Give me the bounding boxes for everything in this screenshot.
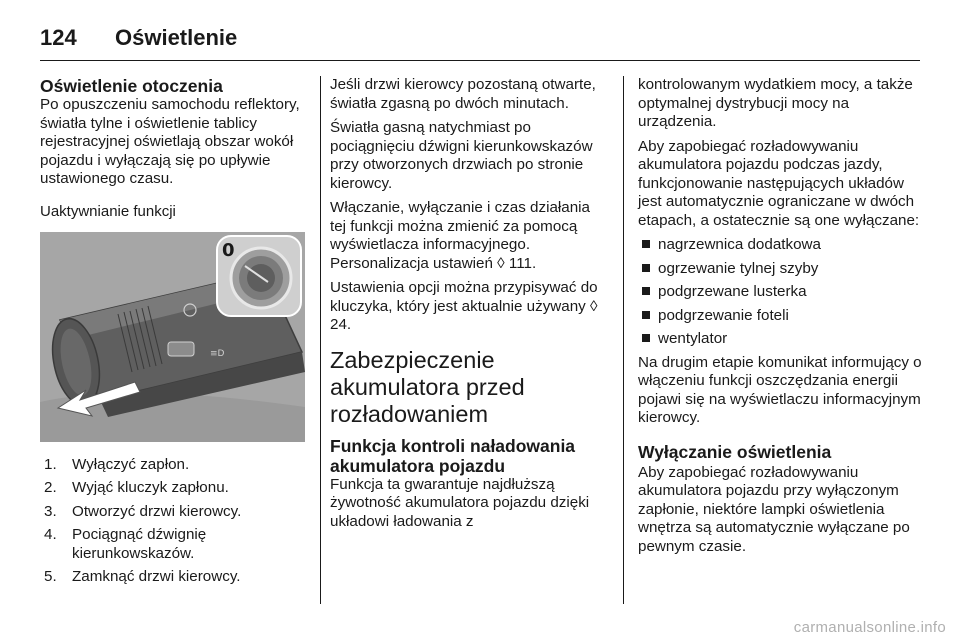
svg-text:≡D: ≡D [210,348,225,359]
ambient-lighting-intro: Po opuszczeniu samochodu reflektory, światła tylne i oświetlenie tablicy rejestracyjnej oświetlają obszar wokół pojazdu i wyłączają się po upływie ustawionego czasu. [40,96,300,187]
column-1 [40,76,305,592]
paragraph: Jeśli drzwi kierowcy pozostaną otwarte, światła zgasną po dwóch minutach. [330,76,596,112]
page-header [40,18,920,58]
column-divider-1 [320,76,321,604]
lever-illustration [40,232,305,442]
bullet-icon [642,311,650,319]
bullet-icon [642,264,650,272]
list-item: podgrzewanie foteli [638,307,923,326]
activation-steps [40,456,305,587]
list-item: podgrzewane lusterka [638,283,923,302]
ambient-lighting-heading: Oświetlenie otoczenia [40,76,223,96]
bullet-icon [642,240,650,248]
paragraph: Aby zapobiegać rozładowywaniu akumulatora pojazdu przy wyłączonym zapłonie, niektóre lampki oświetlenia wnętrza są automatycznie wyłączane po pewnym czasie. [638,463,910,555]
paragraph: Światła gasną natychmiast po pociągnięciu dźwigni kierunkowskazów przy otworzonych drzwiach po stronie kierowcy. [330,119,593,192]
page-number: 124 [40,25,77,50]
paragraph: kontrolowanym wydatkiem mocy, a także optymalnej dystrybucji mocy na urządzenia. [638,76,913,130]
paragraph: Włączanie, wyłączanie i czas działania tej funkcji można zmienić za pomocą wyświetlacza informacyjnego. Personalizacja ustawień ◊ 111. [330,199,590,272]
paragraph: Funkcja ta gwarantuje najdłuższą żywotność akumulatora pojazdu dzięki układowi ładowania z [330,475,590,530]
inset-symbol: 0 [222,239,235,261]
bullet-icon [642,287,650,295]
limited-systems-list [638,236,923,349]
list-item: nagrzewnica dodatkowa [638,236,923,255]
chapter-title: Oświetlenie [115,25,238,50]
list-item: wentylator [638,330,923,349]
list-item: ogrzewanie tylnej szyby [638,260,923,279]
list-item: 4. Pociągnąć dźwignię kierunkowskazów. [44,526,207,562]
paragraph: Aby zapobiegać rozładowywaniu akumulatora pojazdu podczas jazdy, funkcjonowanie następujących układów jest automatycznie ograniczane w dwóch etapach, a ostatecznie są one wyłączane: [638,137,920,229]
list-item: 3. Otworzyć drzwi kierowcy. [44,502,242,520]
paragraph: Ustawienia opcji można przypisywać do kluczyka, który jest aktualnie używany ◊ 24. [330,279,598,333]
list-item: 2. Wyjąć kluczyk zapłonu. [44,479,229,496]
watermark: carmanualsonline.info [793,619,946,636]
column-divider-2 [623,76,624,604]
turn-signal-lever-figure [40,232,305,442]
activation-label: Uaktywnianie funkcji [40,202,176,220]
lighting-off-heading: Wyłączanie oświetlenia [638,441,832,462]
battery-protection-heading: Zabezpieczenie akumulatora przed rozładowaniem [330,346,525,427]
list-item: 5. Zamknąć drzwi kierowcy. [44,568,241,585]
column-3 [638,76,923,562]
paragraph: Na drugim etapie komunikat informujący o włączeniu funkcji oszczędzania energii pojawi się na wyświetlaczu informacyjnym kierowcy. [638,353,922,426]
header-rule [40,60,920,61]
battery-charge-control-heading: Funkcja kontroli naładowania akumulatora pojazdu [330,435,576,476]
list-item: 1. Wyłączyć zapłon. [44,455,190,473]
column-2 [330,76,605,537]
bullet-icon [642,334,650,342]
